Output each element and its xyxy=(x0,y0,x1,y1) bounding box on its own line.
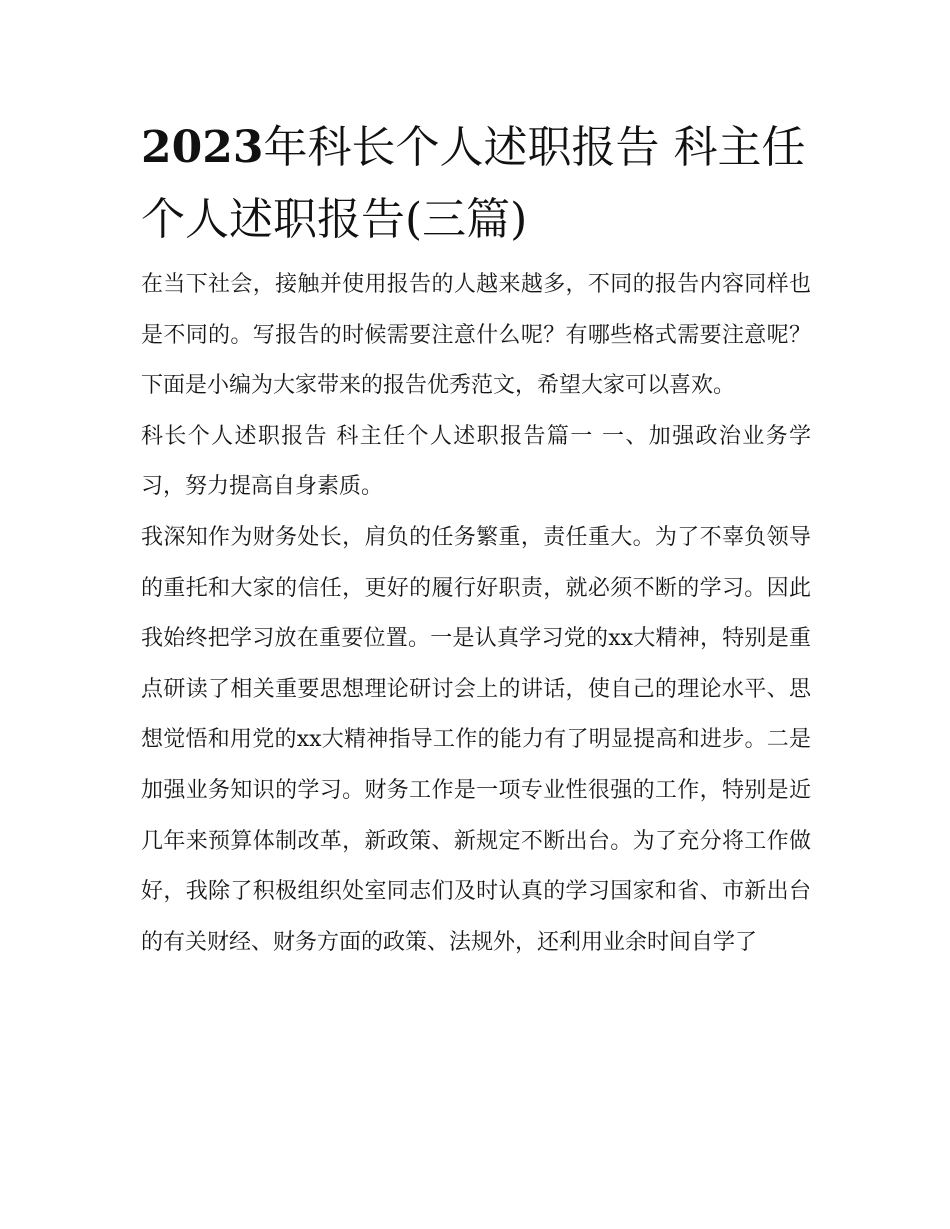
document-title xyxy=(141,112,811,256)
title-text: 年科长个人述职报告 科主任个人述职报告(三篇) xyxy=(141,122,806,245)
paragraph-intro: 在当下社会，接触并使用报告的人越来越多，不同的报告内容同样也是不同的。写报告的时候需要注意什么呢？有哪些格式需要注意呢？下面是小编为大家带来的报告优秀范文，希望大家可以喜欢。 xyxy=(141,272,811,399)
paragraph-body: 我深知作为财务处长，肩负的任务繁重，责任重大。为了不辜负领导的重托和大家的信任，更好的履行好职责，就必须不断的学习。因此我始终把学习放在重要位置。一是认真学习党的xx大精神，特别是重点研读了相关重要思想理论研讨会上的讲话，使自己的理论水平、思想觉悟和用党的xx大精神指导工作的能力有了明显提高和进步。二是加强业务知识的学习。财务工作是一项专业性很强的工作，特别是近几年来预算体制改革，新政策、新规定不断出台。为了充分将工作做好，我除了积极组织处室同志们及时认真的学习国家和省、市新出台的有关财经、财务方面的政策、法规外，还利用业余时间自学了 xyxy=(141,524,811,955)
title-year: 2023 xyxy=(141,122,264,173)
paragraph-section-heading: 科长个人述职报告 科主任个人述职报告篇一 一、加强政治业务学习，努力提高自身素质。 xyxy=(141,423,811,500)
document-body xyxy=(141,112,811,968)
